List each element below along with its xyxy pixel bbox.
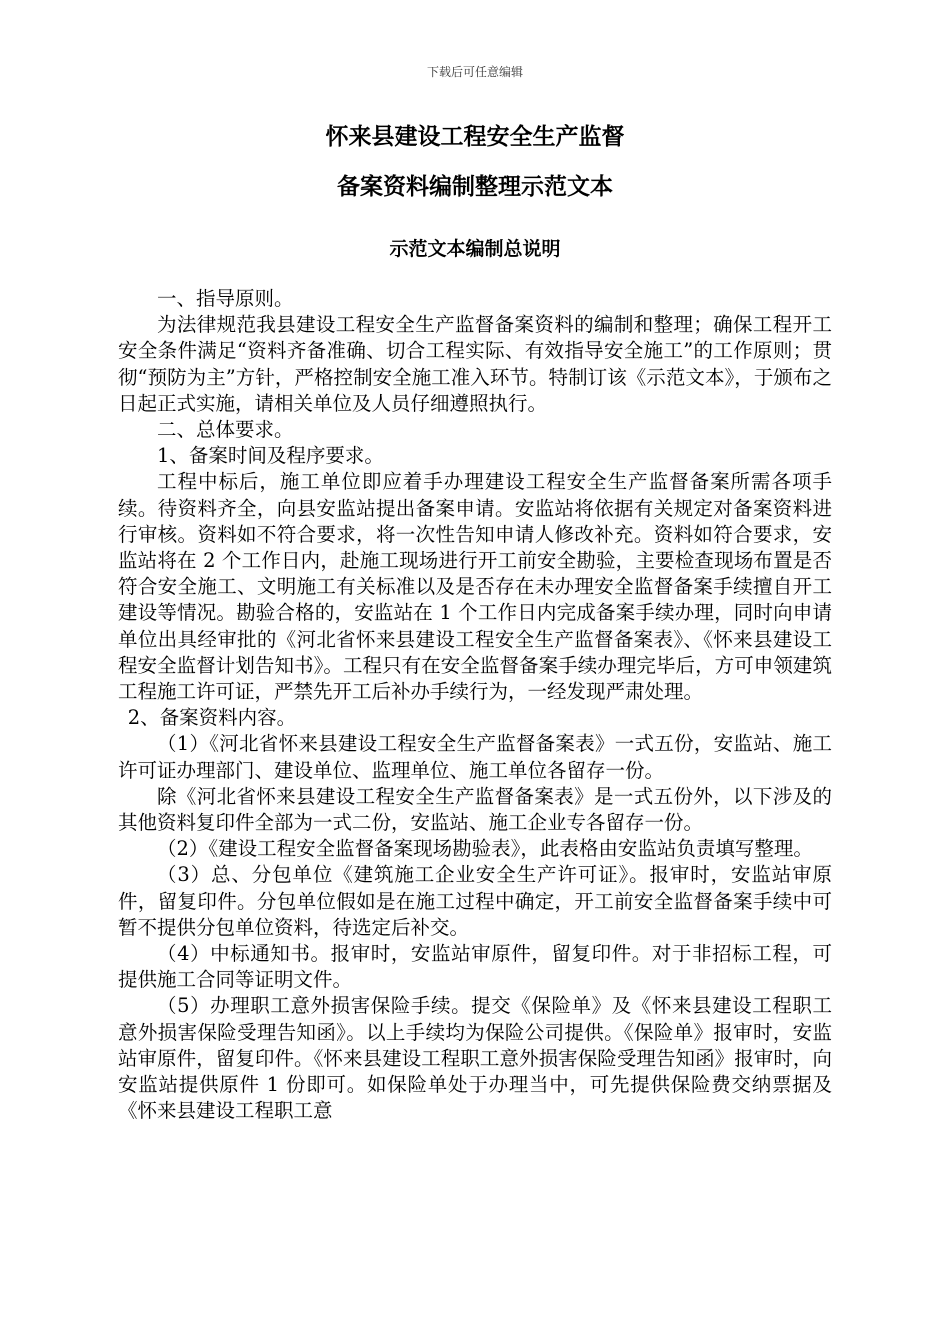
paragraph-item-2: （2）《建设工程安全监督备案现场勘验表》，此表格由安监站负责填写整理。 — [157, 837, 813, 861]
section-heading-general-requirements: 二、总体要求。 — [157, 418, 294, 442]
paragraph-item-4: （4）中标通知书。报审时，安监站审原件，留复印件。对于非招标工程，可提供施工合同等证明文件。 — [118, 942, 832, 992]
document-subtitle: 示范文本编制总说明 — [389, 238, 561, 260]
document-title-line-1: 怀来县建设工程安全生产监督 — [325, 124, 625, 150]
paragraph-copies-note: 除《河北省怀来县建设工程安全生产监督备案表》是一式五份外，以下涉及的其他资料复印件全部为一式二份，安监站、施工企业专各留存一份。 — [118, 784, 832, 835]
section-heading-guiding-principle: 一、指导原则。 — [157, 287, 294, 310]
paragraph-item-3: （3）总、分包单位《建筑施工企业安全生产许可证》。报审时，安监站审原件，留复印件。分包单位假如是在施工过程中确定，开工前安全监督备案手续中可暂不提供分包单位资料，待选定后补交。 — [118, 863, 832, 939]
header-note: 下载后可任意编辑 — [426, 65, 523, 79]
document-title-line-2: 备案资料编制整理示范文本 — [337, 174, 613, 200]
document-body — [118, 286, 832, 1125]
paragraph-item-1: （1）《河北省怀来县建设工程安全生产监督备案表》一式五份，安监站、施工许可证办理部门、建设单位、监理单位、施工单位各留存一份。 — [118, 732, 832, 782]
paragraph-guiding-principle: 为法律规范我县建设工程安全生产监督备案资料的编制和整理；确保工程开工安全条件满足“资料齐备准确、切合工程实际、有效指导安全施工”的工作原则；贯彻“预防为主”方针，严格控制安全施工准入环节。特制订该《示范文本》，于颁布之日起正式实施，请相关单位及人员仔细遵照执行。 — [118, 313, 832, 415]
subsection-heading-filing-time: 1、备案时间及程序要求。 — [157, 444, 384, 468]
subsection-heading-filing-materials: 2、备案资料内容。 — [127, 706, 297, 730]
paragraph-item-5: （5）办理职工意外损害保险手续。提交《保险单》及《怀来县建设工程职工意外损害保险受理告知函》。以上手续均为保险公司提供。《保险单》报审时，安监站审原件，留复印件。《怀来县建设工程职工意外损害保险受理告知函》报审时，向安监站提供原件 1 份即可。如保险单处于办理当中，可先提供保险费交纳票据及《怀来县建设工程职工意 — [118, 994, 832, 1123]
paragraph-filing-procedure: 工程中标后，施工单位即应着手办理建设工程安全生产监督备案所需各项手续。待资料齐全，向县安监站提出备案申请。安监站将依据有关规定对备案资料进行审核。资料如不符合要求，将一次性告知申请人修改补充。资料如符合要求，安监站将在 2 个工作日内，赴施工现场进行开工前安全勘验，主要检查现场布置是否符合安全施工、文明施工有关标准以及是否存在未办理安全监督备案手续擅自开工建设等情况。勘验合格的，安监站在 1 个工作日内完成备案手续办理，同时向申请单位出具经审批的《河北省怀来县建设工程安全生产监督备案表》、《怀来县建设工程安全监督计划告知书》。工程只有在安全监督备案手续办理完毕后，方可申领建筑工程施工许可证，严禁先开工后补办手续行为，一经发现严肃处理。 — [118, 470, 832, 704]
